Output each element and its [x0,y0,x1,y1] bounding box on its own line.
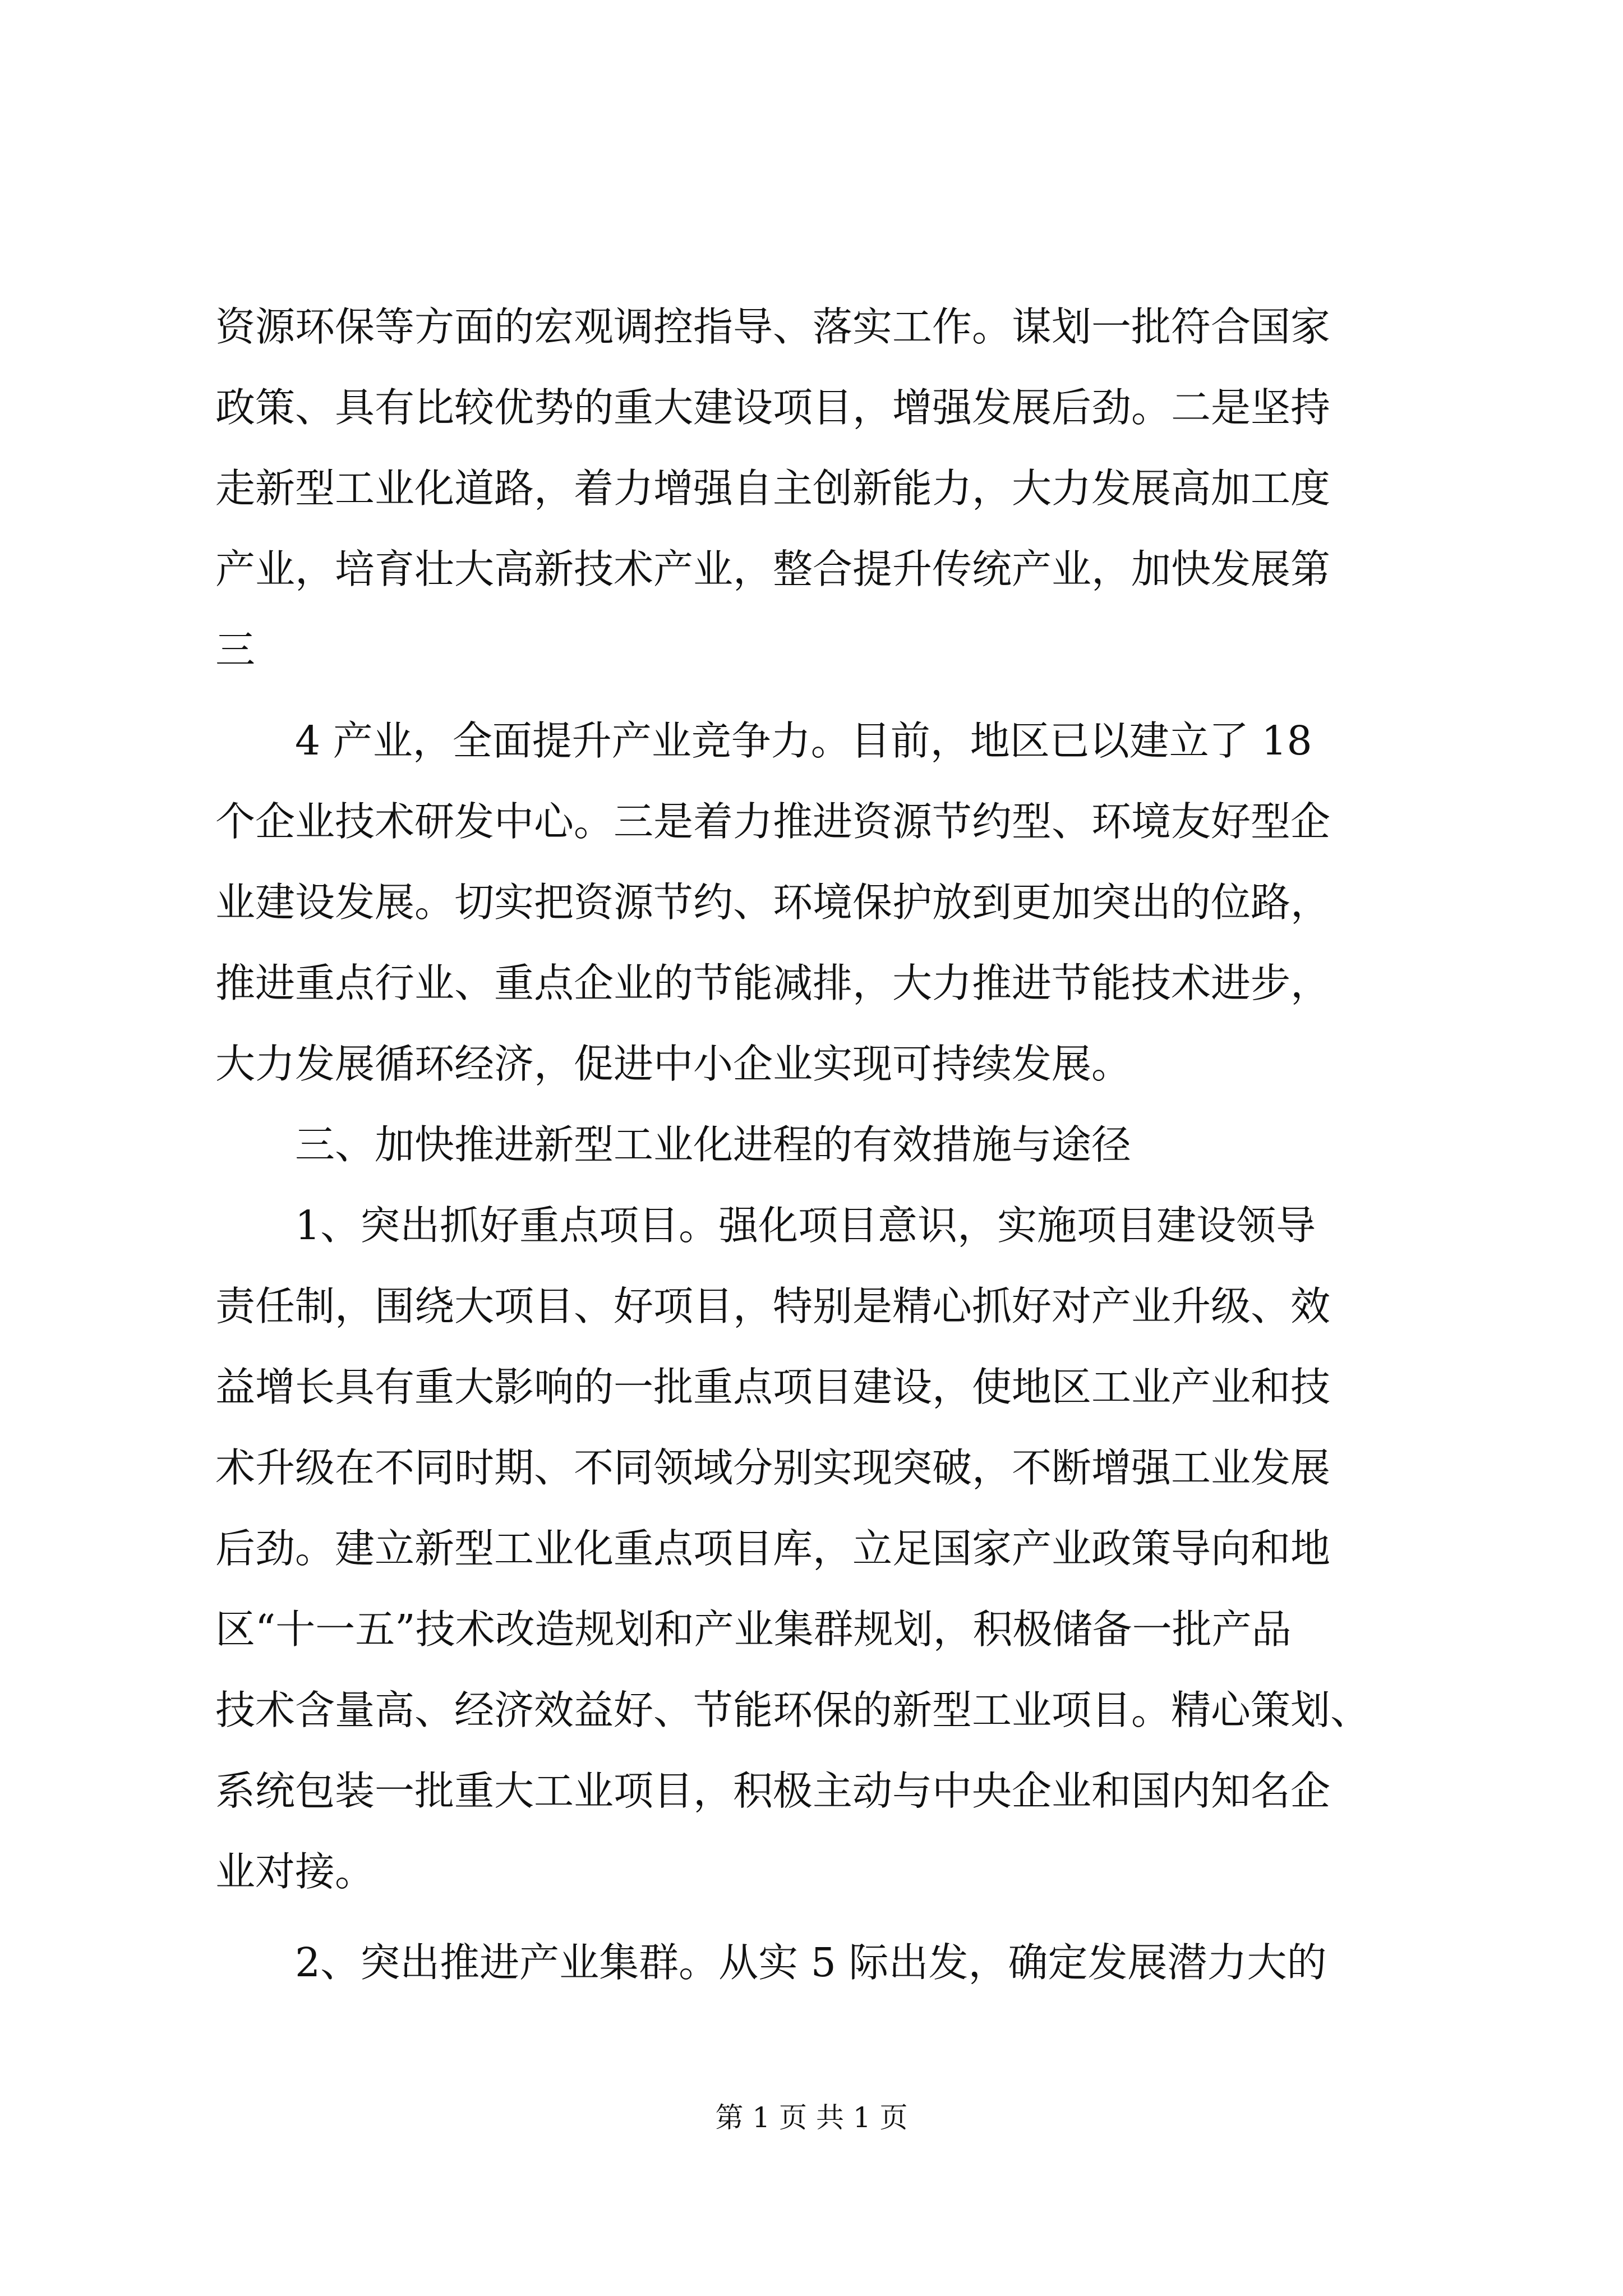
body-line-12: 1、突出抓好重点项目。强化项目意识，实施项目建设领导 [215,1202,1316,1249]
section-heading: 三、加快推进新型工业化进程的有效措施与途径 [215,1121,1132,1168]
body-line-3: 走新型工业化道路，着力增强自主创新能力，大力发展高加工度 [215,465,1331,512]
body-line-19: 系统包装一批重大工业项目，积极主动与中央企业和国内知名企 [215,1768,1331,1814]
body-line-13: 责任制，围绕大项目、好项目，特别是精心抓好对产业升级、效 [215,1283,1331,1329]
body-line-4: 产业，培育壮大高新技术产业，整合提升传统产业，加快发展第 [215,546,1331,592]
body-line-5: 三 [215,627,256,673]
body-line-7: 个企业技术研发中心。三是着力推进资源节约型、环境友好型企 [215,798,1331,845]
body-line-14: 益增长具有重大影响的一批重点项目建设，使地区工业产业和技 [215,1364,1331,1410]
body-line-2: 政策、具有比较优势的重大建设项目，增强发展后劲。二是坚持 [215,384,1331,431]
body-line-1: 资源环保等方面的宏观调控指导、落实工作。谋划一批符合国家 [215,303,1331,350]
body-line-21: 2、突出推进产业集群。从实 5 际出发，确定发展潜力大的 [215,1939,1327,1986]
body-line-18: 技术含量高、经济效益好、节能环保的新型工业项目。精心策划、 [215,1687,1371,1733]
page-footer: 第 1 页 共 1 页 [715,2101,908,2134]
body-line-10: 大力发展循环经济，促进中小企业实现可持续发展。 [215,1041,1132,1087]
body-line-17: 区“十一五”技术改造规划和产业集群规划，积极储备一批产品 [215,1606,1292,1653]
body-line-16: 后劲。建立新型工业化重点项目库，立足国家产业政策导向和地 [215,1525,1331,1572]
body-line-9: 推进重点行业、重点企业的节能减排，大力推进节能技术进步， [215,960,1331,1006]
body-line-6: 4 产业，全面提升产业竞争力。目前，地区已以建立了 18 [215,717,1312,764]
body-line-20: 业对接。 [215,1848,375,1895]
body-line-15: 术升级在不同时期、不同领域分别实现突破，不断增强工业发展 [215,1444,1331,1491]
body-line-8: 业建设发展。切实把资源节约、环境保护放到更加突出的位路， [215,879,1331,926]
